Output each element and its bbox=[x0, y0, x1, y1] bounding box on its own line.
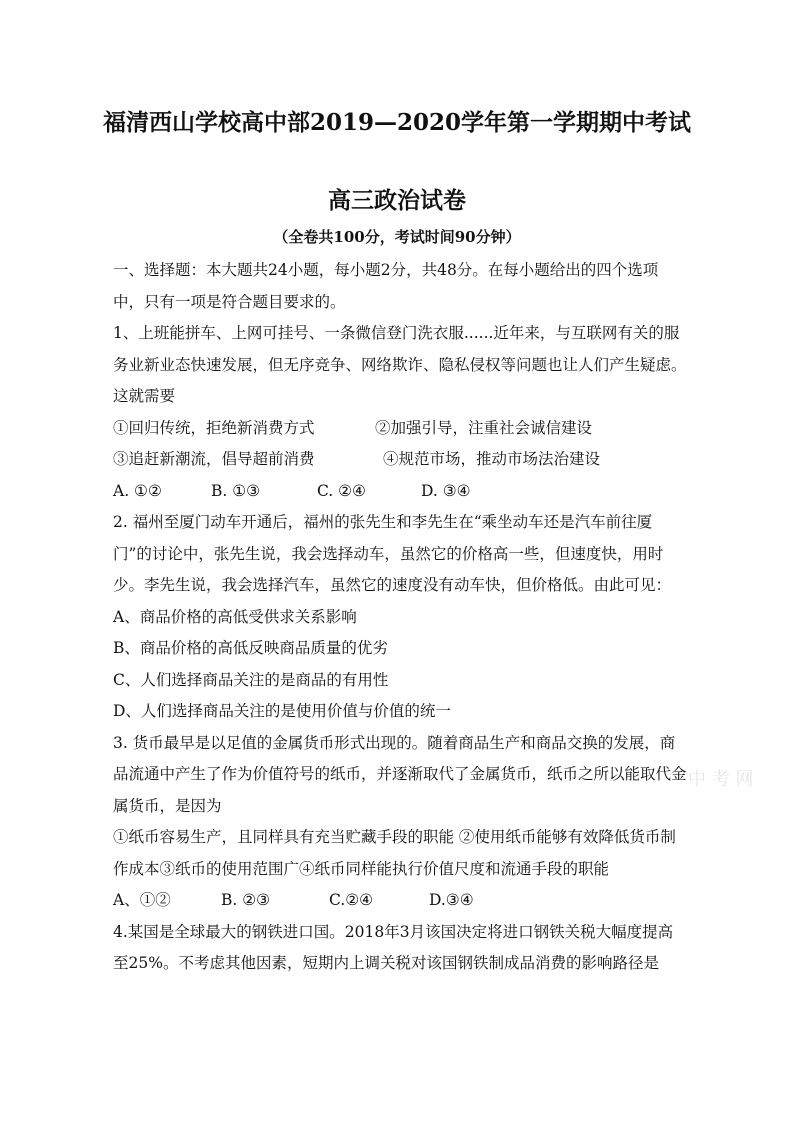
exam-note: （全卷共100分，考试时间90分钟） bbox=[273, 228, 521, 246]
choice-a: A. ①② bbox=[113, 481, 162, 500]
statement-4: ④规范市场，推动市场法治建设 bbox=[383, 450, 601, 468]
choice-d: D.③④ bbox=[429, 891, 474, 909]
watermark: 中 考 网 bbox=[688, 769, 754, 790]
question-3-statements: ①纸币容易生产，且同样具有充当贮藏手段的职能 ②使用纸币能够有效降低货币制作成本③纸币的使用范围广④纸币同样能执行价值尺度和流通手段的职能 bbox=[113, 828, 676, 878]
question-2-choice-a: A、商品价格的高低受供求关系影响 bbox=[113, 607, 357, 626]
section-heading: 一、选择题：本大题共24小题，每小题2分，共48分。在每小题给出的四个选项中，只有一项是符合题目要求的。 bbox=[113, 261, 659, 311]
question-2-choice-c: C、人们选择商品关注的是商品的有用性 bbox=[113, 670, 389, 689]
question-2-stem: 2. 福州至厦门动车开通后，福州的张先生和李先生在“乘坐动车还是汽车前往厦门”的讨论中，张先生说，我会选择动车，虽然它的价格高一些，但速度快，用时少。李先生说，我会选择汽车，虽然它的速度没有动车快，但价格低。由此可见： bbox=[113, 513, 672, 594]
question-1-stem: 1、上班能拼车、上网可挂号、一条微信登门洗衣服......近年来，与互联网有关的服务业新业态快速发展，但无序竞争、网络欺诈、隐私侵权等问题也让人们产生疑虑。这就需要 bbox=[113, 324, 687, 405]
question-3-stem: 3. 货币最早是以足值的金属货币形式出现的。随着商品生产和商品交换的发展，商品流通中产生了作为价值符号的纸币，并逐渐取代了金属货币，纸币之所以能取代金属货币，是因为 bbox=[113, 733, 687, 815]
statement-1: ①回归传统，拒绝新消费方式 bbox=[113, 418, 315, 437]
statement-3: ③追赶新潮流，倡导超前消费 bbox=[113, 450, 315, 468]
question-3-choices bbox=[113, 885, 688, 917]
choice-c: C. ②④ bbox=[317, 481, 366, 500]
page-title: 福清西山学校高中部2019—2020学年第一学期期中考试 bbox=[102, 109, 692, 136]
choice-b: B. ①③ bbox=[211, 481, 261, 500]
question-1-choices bbox=[113, 476, 688, 508]
question-2-choice-b: B、商品价格的高低反映商品质量的优劣 bbox=[113, 639, 388, 657]
question-1-statements-row-1 bbox=[113, 413, 688, 445]
exam-body bbox=[113, 255, 688, 980]
statement-2: ②加强引导，注重社会诚信建设 bbox=[375, 418, 593, 437]
question-4-stem: 4.某国是全球最大的钢铁进口国。2018年3月该国决定将进口钢铁关税大幅度提高至25%。不考虑其他因素，短期内上调关税对该国钢铁制成品消费的影响路径是 bbox=[113, 922, 674, 972]
choice-c: C.②④ bbox=[329, 891, 374, 909]
choice-d: D. ③④ bbox=[421, 481, 471, 500]
choice-a: A、①② bbox=[113, 891, 171, 909]
question-1-statements-row-2 bbox=[113, 444, 688, 476]
choice-b: B. ②③ bbox=[221, 891, 271, 909]
question-2-choice-d: D、人们选择商品关注的是使用价值与价值的统一 bbox=[113, 702, 451, 720]
paper-subtitle: 高三政治试卷 bbox=[328, 187, 466, 214]
